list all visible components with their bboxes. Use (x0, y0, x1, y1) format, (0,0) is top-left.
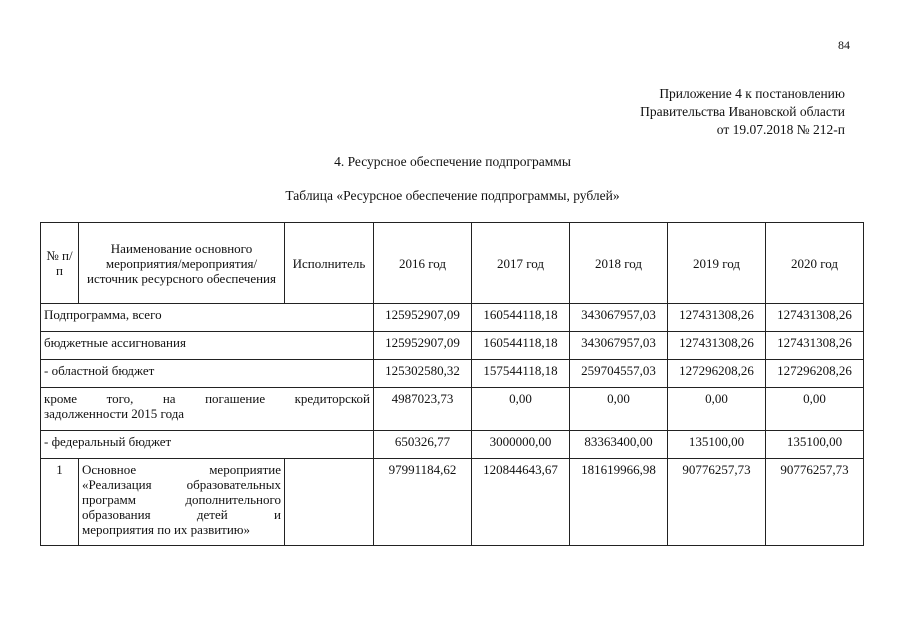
event-name (79, 459, 285, 546)
value-cell: 4987023,73 (374, 388, 472, 431)
value-cell: 181619966,98 (570, 459, 668, 546)
table-row (41, 304, 864, 332)
value-cell: 160544118,18 (472, 304, 570, 332)
header-num: № п/п (41, 223, 79, 304)
section-title: 4. Ресурсное обеспечение подпрограммы (334, 154, 571, 169)
value-cell: 90776257,73 (766, 459, 864, 546)
row-label-line: задолженности 2015 года (44, 406, 185, 421)
header-row (41, 223, 864, 304)
value-cell: 125952907,09 (374, 332, 472, 360)
value-cell: 127296208,26 (668, 360, 766, 388)
value-cell: 0,00 (766, 388, 864, 431)
value-cell: 160544118,18 (472, 332, 570, 360)
value-cell: 0,00 (570, 388, 668, 431)
value-cell: 135100,00 (766, 431, 864, 459)
event-name-line: программ дополнительного (82, 492, 281, 507)
table-row (41, 360, 864, 388)
event-executor (285, 459, 374, 546)
row-label (41, 388, 374, 431)
header-year: 2019 год (668, 223, 766, 304)
value-cell: 125302580,32 (374, 360, 472, 388)
appendix-line: от 19.07.2018 № 212-п (716, 122, 845, 137)
value-cell: 127431308,26 (668, 332, 766, 360)
appendix-block (640, 85, 845, 139)
value-cell: 259704557,03 (570, 360, 668, 388)
page-number: 84 (838, 38, 850, 52)
table-title: Таблица «Ресурсное обеспечение подпрограммы, рублей» (285, 188, 620, 203)
event-name-line: «Реализация образовательных (82, 477, 281, 492)
value-cell: 135100,00 (668, 431, 766, 459)
value-cell: 83363400,00 (570, 431, 668, 459)
value-cell: 157544118,18 (472, 360, 570, 388)
value-cell: 97991184,62 (374, 459, 472, 546)
event-number: 1 (41, 459, 79, 546)
appendix-line: Правительства Ивановской области (640, 104, 845, 119)
value-cell: 127431308,26 (766, 332, 864, 360)
value-cell: 0,00 (472, 388, 570, 431)
event-name-line: образования детей и (82, 507, 281, 522)
table-row (41, 332, 864, 360)
header-year: 2017 год (472, 223, 570, 304)
value-cell: 343067957,03 (570, 332, 668, 360)
row-label: - федеральный бюджет (41, 431, 374, 459)
table-row (41, 388, 864, 431)
main-event-row (41, 459, 864, 546)
value-cell: 3000000,00 (472, 431, 570, 459)
row-label-line: кроме того, на погашение кредиторской (44, 391, 370, 406)
value-cell: 343067957,03 (570, 304, 668, 332)
table-row (41, 431, 864, 459)
header-year: 2018 год (570, 223, 668, 304)
header-name: Наименование основного мероприятия/мероприятия/ источник ресурсного обеспечения (79, 223, 285, 304)
value-cell: 650326,77 (374, 431, 472, 459)
header-executor: Исполнитель (285, 223, 374, 304)
value-cell: 0,00 (668, 388, 766, 431)
row-label: - областной бюджет (41, 360, 374, 388)
value-cell: 127431308,26 (668, 304, 766, 332)
value-cell: 127431308,26 (766, 304, 864, 332)
resource-table (40, 222, 864, 546)
header-year: 2016 год (374, 223, 472, 304)
value-cell: 120844643,67 (472, 459, 570, 546)
header-year: 2020 год (766, 223, 864, 304)
value-cell: 127296208,26 (766, 360, 864, 388)
appendix-line: Приложение 4 к постановлению (659, 86, 845, 101)
value-cell: 125952907,09 (374, 304, 472, 332)
event-name-line: мероприятия по их развитию» (82, 522, 251, 537)
value-cell: 90776257,73 (668, 459, 766, 546)
row-label: бюджетные ассигнования (41, 332, 374, 360)
row-label: Подпрограмма, всего (41, 304, 374, 332)
event-name-line: Основное мероприятие (82, 462, 281, 477)
